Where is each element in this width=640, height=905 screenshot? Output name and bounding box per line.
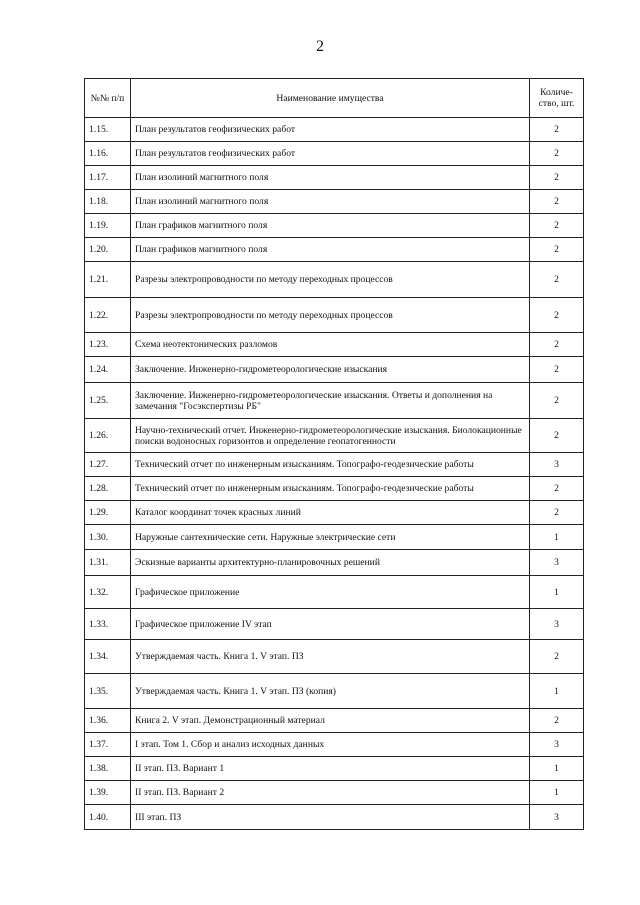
row-name: I этап. Том 1. Сбор и анализ исходных данных — [131, 733, 530, 757]
row-name: Наружные сантехнические сети. Наружные электрические сети — [131, 525, 530, 550]
row-name: Научно-технический отчет. Инженерно-гидрометеорологические изыскания. Биолокационные поиски водоносных горизонтов и определение геопатогенности — [131, 419, 530, 453]
row-number: 1.30. — [85, 525, 131, 550]
row-number: 1.36. — [85, 709, 131, 733]
table-row — [85, 805, 584, 830]
row-name: План графиков магнитного поля — [131, 238, 530, 262]
table-row — [85, 214, 584, 238]
table-row — [85, 166, 584, 190]
row-name: План результатов геофизических работ — [131, 118, 530, 142]
row-name: Графическое приложение — [131, 576, 530, 609]
table-row — [85, 142, 584, 166]
row-number: 1.34. — [85, 640, 131, 674]
row-quantity: 2 — [530, 357, 584, 383]
row-quantity: 2 — [530, 709, 584, 733]
row-quantity: 1 — [530, 757, 584, 781]
table-row — [85, 477, 584, 501]
row-quantity: 2 — [530, 477, 584, 501]
table-row — [85, 640, 584, 674]
row-number: 1.17. — [85, 166, 131, 190]
row-name: Эскизные варианты архитектурно-планировочных решений — [131, 550, 530, 576]
row-quantity: 2 — [530, 298, 584, 333]
row-quantity: 2 — [530, 501, 584, 525]
table-header-row — [85, 79, 584, 118]
row-quantity: 2 — [530, 190, 584, 214]
row-number: 1.19. — [85, 214, 131, 238]
row-name: Заключение. Инженерно-гидрометеорологические изыскания. Ответы и дополнения на замечания "Госэкспертизы РБ" — [131, 383, 530, 419]
row-number: 1.32. — [85, 576, 131, 609]
row-name: Книга 2. V этап. Демонстрационный материал — [131, 709, 530, 733]
table-row — [85, 525, 584, 550]
table-row — [85, 550, 584, 576]
row-number: 1.26. — [85, 419, 131, 453]
row-quantity: 2 — [530, 640, 584, 674]
row-name: План графиков магнитного поля — [131, 214, 530, 238]
row-number: 1.16. — [85, 142, 131, 166]
row-quantity: 2 — [530, 118, 584, 142]
table-row — [85, 674, 584, 709]
table-row — [85, 709, 584, 733]
row-name: Технический отчет по инженерным изысканиям. Топографо-геодезические работы — [131, 453, 530, 477]
row-number: 1.28. — [85, 477, 131, 501]
table-row — [85, 262, 584, 298]
row-number: 1.23. — [85, 333, 131, 357]
row-name: Технический отчет по инженерным изысканиям. Топографо-геодезические работы — [131, 477, 530, 501]
row-number: 1.27. — [85, 453, 131, 477]
row-number: 1.24. — [85, 357, 131, 383]
row-quantity: 1 — [530, 576, 584, 609]
row-number: 1.21. — [85, 262, 131, 298]
row-quantity: 3 — [530, 609, 584, 640]
page-number: 2 — [316, 38, 324, 55]
row-number: 1.18. — [85, 190, 131, 214]
row-name: Заключение. Инженерно-гидрометеорологические изыскания — [131, 357, 530, 383]
table-row — [85, 576, 584, 609]
table-row — [85, 190, 584, 214]
row-number: 1.29. — [85, 501, 131, 525]
row-name: III этап. ПЗ — [131, 805, 530, 830]
table-row — [85, 333, 584, 357]
table-row — [85, 298, 584, 333]
row-number: 1.37. — [85, 733, 131, 757]
row-name: Утверждаемая часть. Книга 1. V этап. ПЗ — [131, 640, 530, 674]
row-number: 1.15. — [85, 118, 131, 142]
row-number: 1.22. — [85, 298, 131, 333]
row-number: 1.38. — [85, 757, 131, 781]
row-quantity: 2 — [530, 142, 584, 166]
row-quantity: 3 — [530, 733, 584, 757]
row-number: 1.35. — [85, 674, 131, 709]
table-row — [85, 757, 584, 781]
table-row — [85, 733, 584, 757]
row-quantity: 3 — [530, 550, 584, 576]
row-name: План изолиний магнитного поля — [131, 166, 530, 190]
row-name: II этап. ПЗ. Вариант 1 — [131, 757, 530, 781]
row-number: 1.31. — [85, 550, 131, 576]
row-quantity: 2 — [530, 262, 584, 298]
row-name: Разрезы электропроводности по методу переходных процессов — [131, 262, 530, 298]
row-number: 1.39. — [85, 781, 131, 805]
row-quantity: 2 — [530, 214, 584, 238]
table-row — [85, 383, 584, 419]
table-row — [85, 419, 584, 453]
row-name: План результатов геофизических работ — [131, 142, 530, 166]
row-quantity: 2 — [530, 238, 584, 262]
header-quantity: Количе-ство, шт. — [530, 79, 584, 118]
row-name: Разрезы электропроводности по методу переходных процессов — [131, 298, 530, 333]
table-row — [85, 238, 584, 262]
table-row — [85, 118, 584, 142]
row-number: 1.20. — [85, 238, 131, 262]
row-name: Графическое приложение IV этап — [131, 609, 530, 640]
row-quantity: 2 — [530, 166, 584, 190]
row-name: Каталог координат точек красных линий — [131, 501, 530, 525]
inventory-table — [84, 78, 584, 830]
row-quantity: 3 — [530, 453, 584, 477]
row-quantity: 1 — [530, 781, 584, 805]
row-number: 1.33. — [85, 609, 131, 640]
header-name: Наименование имущества — [131, 79, 530, 118]
row-quantity: 2 — [530, 419, 584, 453]
header-number: №№ п/п — [85, 79, 131, 118]
row-quantity: 1 — [530, 525, 584, 550]
table-row — [85, 357, 584, 383]
row-number: 1.25. — [85, 383, 131, 419]
row-number: 1.40. — [85, 805, 131, 830]
row-name: Схема неотектонических разломов — [131, 333, 530, 357]
table-row — [85, 453, 584, 477]
row-name: II этап. ПЗ. Вариант 2 — [131, 781, 530, 805]
row-quantity: 2 — [530, 333, 584, 357]
row-name: План изолиний магнитного поля — [131, 190, 530, 214]
table-row — [85, 609, 584, 640]
table-row — [85, 781, 584, 805]
row-quantity: 3 — [530, 805, 584, 830]
row-quantity: 2 — [530, 383, 584, 419]
table-row — [85, 501, 584, 525]
row-quantity: 1 — [530, 674, 584, 709]
row-name: Утверждаемая часть. Книга 1. V этап. ПЗ (копия) — [131, 674, 530, 709]
